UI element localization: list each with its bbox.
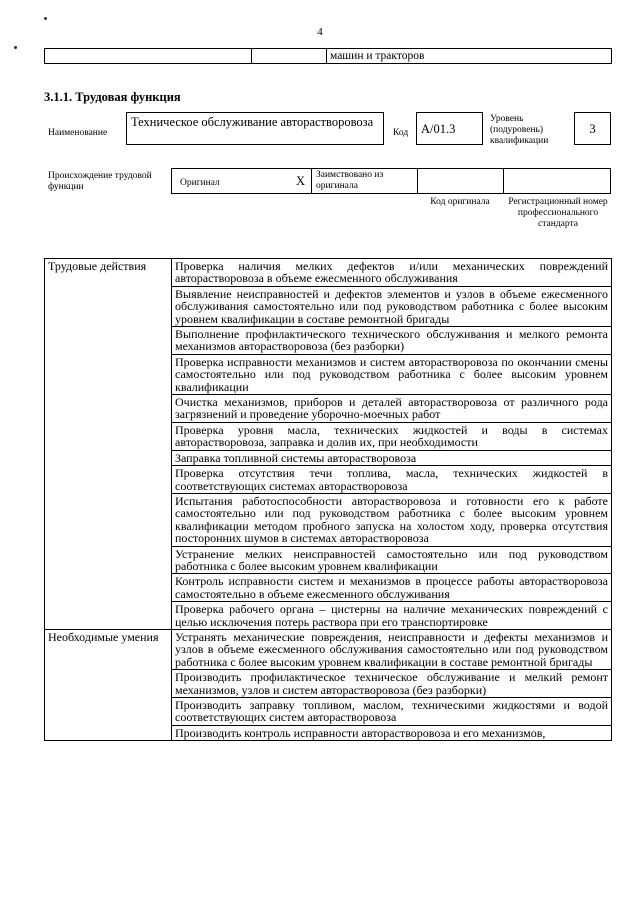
- level-value: 3: [589, 122, 596, 136]
- table-cell: Контроль исправности систем и механизмов в процессе работы авторастворовоза самостоятельно в объеме ежесменного обслуживания: [172, 574, 612, 602]
- original-mark: X: [296, 174, 306, 188]
- scan-speck: [44, 17, 47, 20]
- table-row: [45, 259, 612, 287]
- section-title: 3.1.1. Трудовая функция: [44, 90, 181, 104]
- table-cell: Производить заправку топливом, маслом, техническими жидкостями и водой соответствующих систем авторастворовоза: [172, 698, 612, 726]
- table-cell: Проверка уровня масла, технических жидкостей и воды в системах авторастворовоза, заправка и долив их, при необходимости: [172, 422, 612, 450]
- table-cell: Устранение мелких неисправностей самостоятельно или под руководством работника с более высоким уровнем квалификации: [172, 546, 612, 574]
- divider: [417, 169, 418, 193]
- table-cell: Очистка механизмов, приборов и деталей авторастворовоза от различного рода загрязнений и проведение уборочно-моечных работ: [172, 395, 612, 423]
- table-cell: Производить контроль исправности авторастворовоза и его механизмов,: [172, 725, 612, 740]
- origin-label: Происхождение трудовой функции: [48, 171, 152, 192]
- original-label: Оригинал: [180, 178, 220, 188]
- table-cell: машин и тракторов: [327, 49, 612, 64]
- previous-table-tail: [44, 48, 612, 64]
- code-box: [416, 112, 483, 145]
- divider: [503, 169, 504, 193]
- table-cell: Устранять механические повреждения, неисправности и дефекты механизмов и узлов в объеме ежесменного обслуживания самостоятельно или под руководством работника с более высоким уровнем квалификации в составе ремонтной бригады: [172, 629, 612, 669]
- table-cell: Проверка рабочего органа – цистерны на наличие механических повреждений с целью исключения потерь раствора при его транспортировке: [172, 602, 612, 630]
- divider: [311, 169, 312, 193]
- table-cell: Проверка отсутствия течи топлива, масла, технических жидкостей в соответствующих системах авторастворовоза: [172, 466, 612, 494]
- origin-box: [171, 168, 611, 194]
- function-name: Техническое обслуживание авторастворовоза: [131, 115, 374, 129]
- table-cell: Проверка исправности механизмов и систем авторастворовоза по окончании смены самостоятельно или под руководством работника с более высоким уровнем квалификации: [172, 354, 612, 394]
- function-name-box: [126, 112, 384, 145]
- main-table: [44, 258, 612, 741]
- scan-speck: [14, 46, 17, 49]
- empty-cell: [252, 49, 327, 64]
- table-cell: Выявление неисправностей и дефектов элементов и узлов в объеме ежесменного обслуживания самостоятельно или под руководством работника с более высоким уровнем квалификации в составе ремонтной бригады: [172, 286, 612, 326]
- reg-number-caption: Регистрационный номер профессионального стандарта: [508, 197, 608, 229]
- name-label: Наименование: [48, 128, 108, 138]
- level-label: Уровень (подуровень) квалификации: [490, 114, 549, 146]
- code-label: Код: [393, 128, 409, 138]
- table-cell: Выполнение профилактического технического обслуживания и мелкого ремонта механизмов авторастворовоза (без разборки): [172, 327, 612, 355]
- section-label: Необходимые умения: [45, 629, 172, 740]
- table-cell: Испытания работоспособности авторастворовоза и готовности его к работе самостоятельно или под руководством работника с более высоким уровнем квалификации методом пробного запуска на холостом ходу, проверка отсутствия посторонних шумов в системах авторастворовоза: [172, 493, 612, 546]
- empty-cell: [45, 49, 252, 64]
- level-box: [574, 112, 611, 145]
- code-original-caption: Код оригинала: [430, 197, 490, 207]
- table-row: [45, 629, 612, 669]
- table-cell: Проверка наличия мелких дефектов и/или механических повреждений авторастворовоза в объеме ежесменного обслуживания: [172, 259, 612, 287]
- table-cell: Производить профилактическое техническое обслуживание и мелкий ремонт механизмов, узлов и систем авторастворовоза (без разборки): [172, 670, 612, 698]
- code-value: A/01.3: [421, 122, 456, 136]
- section-label: Трудовые действия: [45, 259, 172, 630]
- page-number: 4: [317, 26, 323, 38]
- borrowed-label: Заимствовано из оригинала: [316, 170, 384, 191]
- table-cell: Заправка топливной системы авторастворовоза: [172, 450, 612, 465]
